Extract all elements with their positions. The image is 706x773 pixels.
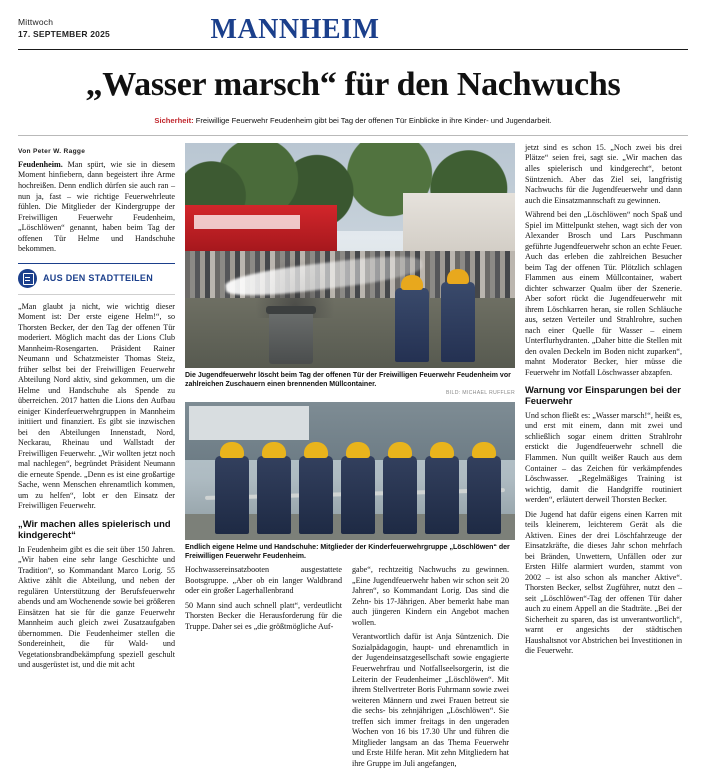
photo-youth-firefighters-extinguishing: [185, 143, 515, 368]
paragraph-lead: Feudenheim.: [18, 159, 63, 169]
middle-subcolumn-right: [352, 565, 509, 773]
subheading: Warnung vor Einsparungen bei der Feuerwehr: [525, 384, 681, 407]
paragraph: 50 Mann sind auch schnell platt“, verdeutlicht Thorsten Becker die Herausforderung für die Truppe. Daher sei es „die größtmögliche Auf-: [185, 600, 342, 631]
byline-text: Von Peter W. Ragge: [18, 147, 86, 155]
paragraph: gabe“, rechtzeitig Nachwuchs zu gewinnen. „Eine Jugendfeuerwehr haben wir schon seit 20 Jahren“, so Kommandant Lorig. Das sind die Zehn- bis 17-Jährigen. Aber bemerkt habe man auch jüngeren Kindern ein Angebot machen wollen.: [352, 565, 509, 627]
masthead-date-block: [18, 14, 110, 41]
paragraph: Die Jugend hat dafür eigens einen Karren mit teils kleinerem, leichterem Gerät als die Aktiven. Eines der drei Löschfahrzeuge der Einsatzkräfte, die dieses Jahr schon mehrfach bei Bränden, Unwettern, Unfällen oder zur Ersten Hilfe alarmiert wurden, stammt von 2002 – ist also schon als mancher Aktive“. Thorsten Becker, selbst Zugführer, nutzt den – seit „Löschlöwen“-Tag der offenen Tür daher auch zu einem Appell an die Stadträte. „Bei der Sicherheit zu sparen, das ist unverantwortlich“, warnt er angesichts der städtischen Haushaltsnot vor Abstrichen bei Investitionen in die Feuerwehr.: [525, 509, 682, 656]
kicker-label: Sicherheit:: [154, 115, 194, 125]
photo-caption: Endlich eigene Helme und Handschuhe: Mitglieder der Kinderfeuerwehrgruppe „Löschlöwen“ der Freiwilligen Feuerwehr Feudenheim.: [185, 544, 510, 561]
masthead-weekday: Mittwoch: [18, 17, 54, 27]
paragraph: „Man glaubt ja nicht, wie wichtig dieser Moment ist: Der erste eigene Helm!“, so Thorsten Becker, der den Tag der offenen Tür moderiert. Möglich macht das der Lions Club Mannheim-Rosengarten. Präsident Rainer Neumann und Schatzmeister Thomas Steiz, früher selbst bei der Freiwilligen Feuerwehr Abteilung Nord aktiv, sind gekommen, um die Helme und Handschuhe als Spende zu überreichen. 2017 hatten die Lions den Aufbau einiger Kinderfeuerwehrgruppen in Mannheim initiiert und finanziert. Es gibt sie inzwischen bei den Abteilungen Innenstadt, Nord, Neckarau, Rheinau und Wallstadt der Freiwilligen Feuerwehr. „Wir wollten jetzt noch mal nachlegen“, begründet Präsident Neumann die erneute Spende. „Denn es ist eine großartige Sache, wenn Menschen ehrenamtlich kommen, um zu helfen“, lobt er den Einsatz der Freiwilligen Feuerwehr.: [18, 301, 175, 511]
paragraph-text: Man spürt, wie sie in diesem Moment hinfiebern, dann begeistert ihre Arme hochreißen. Denn endlich dürfen sie auch ran – nun ja, fast – wie richtige Feuerwehrleute fühlen. Die Mitglieder der Kindergruppe der Freiwilligen Feuerwehr Feudenheim, „Löschlöwen“ genannt, haben beim Tag der offenen Tür Helme und Handschuhe bekommen.: [18, 159, 175, 254]
paragraph: Hochwassereinsatzbooten ausgestattete Bootsgruppe. „Aber ob ein langer Waldbrand oder ein großer Lagerhallenbrand: [185, 565, 342, 596]
column-middle: [185, 143, 515, 773]
section-teaser-label: AUS DEN STADTTEILEN: [43, 272, 154, 283]
masthead: [18, 14, 688, 50]
middle-subcolumn-left: [185, 565, 342, 773]
masthead-date: 17. SEPTEMBER 2025: [18, 29, 110, 40]
paragraph: Verantwortlich dafür ist Anja Süntzenich. Die Sozialpädagogin, haupt- und ehrenamtlich in der Jugendeinsatzgesellschaft sowie engagierte Feuerwehrfrau und Notfallseelsorgerin, ist die Leiterin der Feudenheimer „Löschlöwen“. Mit ihrem Stellvertreter Boris Fuhrmann sowie zwei weiteren Männern und zwei Frauen betreut sie die sechs- bis zehnjährigen „Löschlöwen“. Sie treffen sich immer freitags in den ungeraden Wochen von 16 bis 17.30 Uhr und führen die Mitglieder langsam an das Thema Feuerwehr und Erste Hilfe heran. Mit zehn Mitgliedern hat ihre Gruppe im Juli angefangen,: [352, 632, 509, 768]
page-headline: „Wasser marsch“ für den Nachwuchs: [85, 66, 621, 103]
paragraph: [18, 160, 175, 255]
subheading: „Wir machen alles spielerisch und kindgerecht“: [18, 517, 171, 540]
section-title: MANNHEIM: [210, 14, 380, 45]
paragraph: Und schon fließt es: „Wasser marsch!“, heißt es, und erst mit einem, dann mit zwei und schließlich sogar einem dritten Strahlrohr erstickt die Jugendfeuerwehr schnell die Flammen. Nun quillt weißer Rauch aus dem Container – das Zeichen für verkämpfendes Löschwasser. „Regelmäßiges Training ist wichtig, damit die Handgriffe routiniert werden“, erläutert derweil Thorsten Becker.: [525, 410, 682, 505]
photo-children-group-helmets: [185, 402, 515, 540]
photo-caption: Die Jugendfeuerwehr löscht beim Tag der offenen Tür der Freiwilligen Feuerwehr Feudenheim vor zahlreichen Zuschauern einen brennenden Müllcontainer.: [185, 371, 511, 389]
paragraph: jetzt sind es schon 15. „Noch zwei bis drei Plätze“ seien frei, sagt sie. „Wir machen das alles spielerisch und kindgerecht“, betont Süntzenich. Aber das Ziel sei, langfristig Nachwuchs für die Jugendfeuerwehr und dann auch die Einsatzmannschaft zu gewinnen.: [525, 142, 682, 205]
newspaper-icon: [18, 269, 37, 288]
column-right: [525, 143, 682, 661]
header-divider: [18, 135, 688, 136]
article-columns: [18, 143, 688, 773]
column-left: [18, 143, 175, 675]
photo-credit: BILD: MICHAEL RUFFLER: [446, 390, 515, 397]
article-kicker: [34, 116, 672, 126]
paragraph: In Feudenheim gibt es die seit über 150 Jahren. „Wir haben eine sehr lange Geschichte und Tradition“, so Kommandant Marco Lorig. 55 Aktive zählt die Abteilung, und neben der regulären Unterstützung der Berufsfeuerwehr abends und am Wochenende sowie bei größeren Einsätzen hat sie für die ganze Feuerwehr Mannheim auch gleich zwei Zusatzaufgaben übernommen. Die Feudenheimer stellen die Sondereinheit, die für Wald- und Vegetationsbrandbekämpfung speziell geschult und ausgerüstet ist, und die mit acht: [18, 544, 175, 670]
section-teaser[interactable]: [18, 263, 175, 295]
paragraph: Während bei den „Löschlöwen“ noch Spaß und Spiel im Mittelpunkt stehen, wagt sich der von Alexander Brosch und Lars Puschmann geführte Jugendfeuerwehr schon an echte Feuer. Auch das erleben die zahlreichen Besucher beim Tag der offenen Tür. Plötzlich schlagen Flammen aus einem Müllcontainer, wabert dichter schwarzer Qualm über der Szenerie. Aber sofort rückt die Jugendfeuerwehr mit ihrem Löschkarren heran, sie rollen Schläuche aus, setzen Verteiler und Strahlrohre, suchen nach einer Quelle für Wasser – einem Unterflurhydranten. „Daher bitte die Stellen mit den ovalen Deckeln im Boden nicht zuparken“, mahnt Moderator Becker, hier müsse die Feuerwehr im Notfall Löschwasser abzapfen.: [525, 210, 682, 377]
kicker-text: Freiwillige Feuerwehr Feudenheim gibt bei Tag der offenen Tür Einblicke in ihre Kinder- und Jugendarbeit.: [193, 115, 552, 125]
middle-subcolumns: [185, 565, 515, 773]
